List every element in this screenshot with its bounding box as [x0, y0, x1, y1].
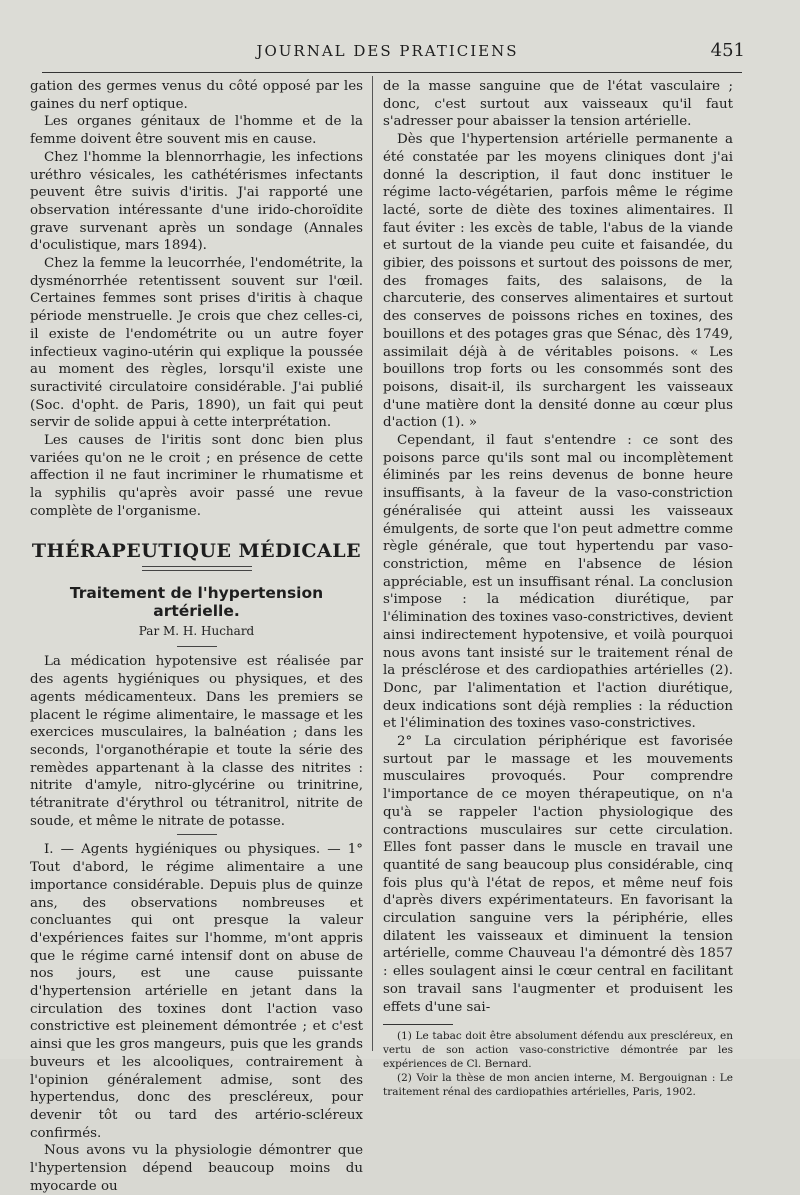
page-header	[30, 40, 745, 70]
paragraph: La médication hypotensive est réalisée par des agents hygiéniques ou physiques, et des agents médicamenteux. Dans les premiers se placent le régime alimentaire, le massage et les exercices musculaires, la balnéation ; dans les seconds, l'organothérapie et toute la série des remèdes appartenant à la classe des nitrites : nitrite d'amyle, nitro-glycérine ou trinitrine, tétranitrate d'érythrol ou tétranitrol, nitrite de soude, et même le nitrate de potasse.	[30, 654, 363, 829]
article-title: Traitement de l'hypertension artérielle.	[69, 584, 324, 620]
author-divider	[177, 646, 217, 647]
paragraph: Chez la femme la leucorrhée, l'endométrite, la dysménorrhée retentissent souvent sur l'œil. Certaines femmes sont prises d'iritis à chaque période menstruelle. Je crois que chez celles-ci, il existe de l'endométrite ou un autre foyer infectieux vagino-utérin qui explique la poussée au moment des règles, lorsqu'il existe une suractivité circulatoire considérable. J'ai publié (Soc. d'opht. de Paris, 1890), un fait qui peut servir de solide appui à cette interprétation.	[30, 256, 363, 431]
paragraph: de la masse sanguine que de l'état vasculaire ; donc, c'est surtout aux vaisseaux qu'il faut s'adresser pour abaisser la tension artérielle.	[383, 79, 733, 130]
header-rule	[42, 72, 742, 73]
section-divider	[142, 566, 252, 571]
paragraph: gation des germes venus du côté opposé par les gaines du nerf optique.	[30, 79, 363, 112]
paragraph: Nous avons vu la physiologie démontrer que l'hypertension dépend beaucoup moins du myocarde ou	[30, 1143, 363, 1194]
section-title: THÉRAPEUTIQUE MÉDICALE	[31, 539, 362, 562]
paragraph: Chez l'homme la blennorrhagie, les infections uréthro vésicales, les cathétérismes infectants peuvent être suivis d'iritis. J'ai rapporté une observation intéressante d'une irido-choroïdite grave survenant après un sondage (Annales d'oculistique, mars 1894).	[30, 149, 363, 254]
paragraph: I. — Agents hygiéniques ou physiques. — 1° Tout d'abord, le régime alimentaire a une importance considérable. Depuis plus de quinze ans, des observations nombreuses et concluantes qui ont presque la valeur d'expériences faites sur l'homme, m'ont appris que le régime carné intensif dont on abuse de nos jours, est une cause puissante d'hypertension artérielle en jetant dans la circulation des toxines dont l'action vaso constrictive est pleinement démontrée ; et c'est ainsi que les gros mangeurs, puis que les grands buveurs et les alcooliques, contrairement à l'opinion généralement admise, sont des hypertendus, donc des prescléreux, pour devenir tôt ou tard des artério-scléreux confirmés.	[30, 842, 363, 1141]
paragraph: Les organes génitaux de l'homme et de la femme doivent être souvent mis en cause.	[30, 114, 363, 148]
journal-title: JOURNAL DES PRATICIENS	[256, 42, 519, 60]
article-author: Par M. H. Huchard	[138, 623, 255, 638]
footnote-rule	[383, 1024, 453, 1025]
page-number: 451	[710, 40, 745, 61]
paragraph: 2° La circulation périphérique est favorisée surtout par le massage et les mouvements musculaires provoqués. Pour comprendre l'importance de ce moyen thérapeutique, on n'a qu'à se rappeler l'action physiologique des contractions musculaires sur cette circulation. Elles font passer dans le muscle en travail une quantité de sang beaucoup plus considérable, cinq fois plus qu'à l'état de repos, et même neuf fois d'après divers expérimentateurs. En favorisant la circulation sanguine vers la périphérie, elles dilatent les vaisseaux et diminuent la tension artérielle, comme Chauveau l'a démontré dès 1857 : elles soulagent ainsi le cœur central en facilitant son travail sans l'augmenter et produisent les effets d'une sai-	[383, 734, 733, 1015]
paragraph: Cependant, il faut s'entendre : ce sont des poisons parce qu'ils sont mal ou incomplètement éliminés par les reins devenus de bonne heure insuffisants, à la faveur de la vaso-constriction généralisée qui atteint aussi les vaisseaux émulgents, de sorte que l'on peut admettre comme règle générale, que tout hypertendu par vaso-constriction, même en l'absence de lésion appréciable, est un insuffisant rénal. La conclusion s'impose : la médication diurétique, par l'élimination des toxines vaso-constrictives, devient ainsi indirectement hypotensive, et voilà pourquoi nous avons tant insisté sur le traitement rénal de la présclérose et des cardiopathies artérielles (2). Donc, par l'alimentation et l'action diurétique, deux indications sont déjà remplies : la réduction et l'élimination des toxines vaso-constrictives.	[383, 433, 733, 732]
paragraph: Les causes de l'iritis sont donc bien plus variées qu'on ne le croit ; en présence de cette affection il ne faut incriminer le rhumatisme et la syphilis qu'après avoir passé une revue complète de l'organisme.	[30, 433, 363, 519]
footnote: (2) Voir la thèse de mon ancien interne, M. Bergouignan : Le traitement rénal des cardiopathies artérielles, Paris, 1902.	[383, 1072, 733, 1099]
right-column	[383, 78, 733, 1099]
paragraph-divider	[177, 834, 217, 835]
paragraph: Dès que l'hypertension artérielle permanente a été constatée par les moyens cliniques dont j'ai donné la description, il faut donc instituer le régime lacto-végétarien, parfois même le régime lacté, sorte de diète des toxines alimentaires. Il faut éviter : les excès de table, l'abus de la viande et surtout de la viande peu cuite et faisandée, du gibier, des poissons et surtout des poissons de mer, des fromages faits, des salaisons, de la charcuterie, des conserves alimentaires et surtout des conserves de poissons riches en toxines, des bouillons et des potages gras que Sénac, dès 1749, assimilait déjà à de véritables poisons. « Les bouillons trop forts ou les consommés sont des poisons, disait-il, ils surchargent les vaisseaux d'une matière dont la densité donne au cœur plus d'action (1). »	[383, 132, 733, 431]
column-rule	[372, 76, 373, 1051]
footnote: (1) Le tabac doit être absolument défendu aux prescléreux, en vertu de son action vaso-constrictive démontrée par les expériences de Cl. Bernard.	[383, 1030, 733, 1071]
left-column	[30, 78, 363, 1195]
